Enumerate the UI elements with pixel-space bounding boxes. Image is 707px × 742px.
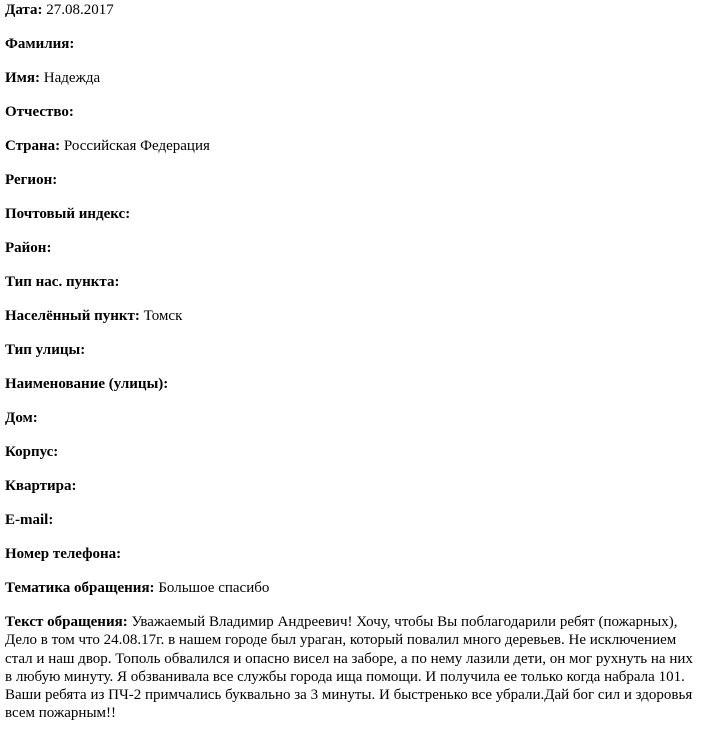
field-label: Населённый пункт: (5, 308, 140, 324)
field-street-type (5, 341, 702, 359)
field-street-name (5, 375, 702, 393)
field-label: Отчество: (5, 104, 74, 120)
field-value: Российская Федерация (63, 138, 210, 154)
field-country (5, 137, 702, 155)
field-house (5, 409, 702, 427)
field-label: Дом: (5, 410, 38, 426)
field-surname (5, 35, 702, 53)
field-patronymic (5, 103, 702, 121)
field-name (5, 69, 702, 87)
field-label: Фамилия: (5, 36, 75, 52)
field-label: Регион: (5, 172, 58, 188)
field-postal-code (5, 205, 702, 223)
field-topic (5, 579, 702, 597)
field-apartment (5, 477, 702, 495)
field-label: E-mail: (5, 512, 54, 528)
field-value: 27.08.2017 (46, 2, 114, 18)
field-label: Текст обращения: (5, 614, 128, 630)
field-label: Страна: (5, 138, 61, 154)
field-message (5, 613, 702, 723)
field-label: Тип нас. пункта: (5, 274, 120, 290)
field-email (5, 511, 702, 529)
field-region (5, 171, 702, 189)
field-label: Корпус: (5, 444, 59, 460)
field-value: Надежда (43, 70, 101, 86)
field-district (5, 239, 702, 257)
field-label: Тип улицы: (5, 342, 86, 358)
field-building (5, 443, 702, 461)
field-label: Тематика обращения: (5, 580, 155, 596)
field-label: Почтовый индекс: (5, 206, 131, 222)
message-text: Уважаемый Владимир Андреевич! Хочу, чтобы Вы поблагодарили ребят (пожарных), Дело в том что 24.08.17г. в нашем городе был ураган, который повалил много деревьев. Не исключением стал и наш двор. Тополь обвалился и опасно висел на заборе, а по нему лазили дети, он мог рухнуть на них в любую минуту. Я обзванивала все службы города ища помощи. И получила ее только когда набрала 101. Ваши ребята из ПЧ-2 примчались буквально за 3 минуты. И быстренько все убрали.Дай бог сил и здоровья всем пожарным!! (5, 614, 693, 722)
field-label: Район: (5, 240, 52, 256)
field-label: Имя: (5, 70, 40, 86)
field-settlement (5, 307, 702, 325)
field-date (5, 1, 702, 19)
field-label: Дата: (5, 2, 43, 18)
field-label: Номер телефона: (5, 546, 122, 562)
field-label: Наименование (улицы): (5, 376, 169, 392)
field-settlement-type (5, 273, 702, 291)
field-value: Большое спасибо (158, 580, 270, 596)
field-label: Квартира: (5, 478, 77, 494)
field-value: Томск (143, 308, 183, 324)
field-phone (5, 545, 702, 563)
